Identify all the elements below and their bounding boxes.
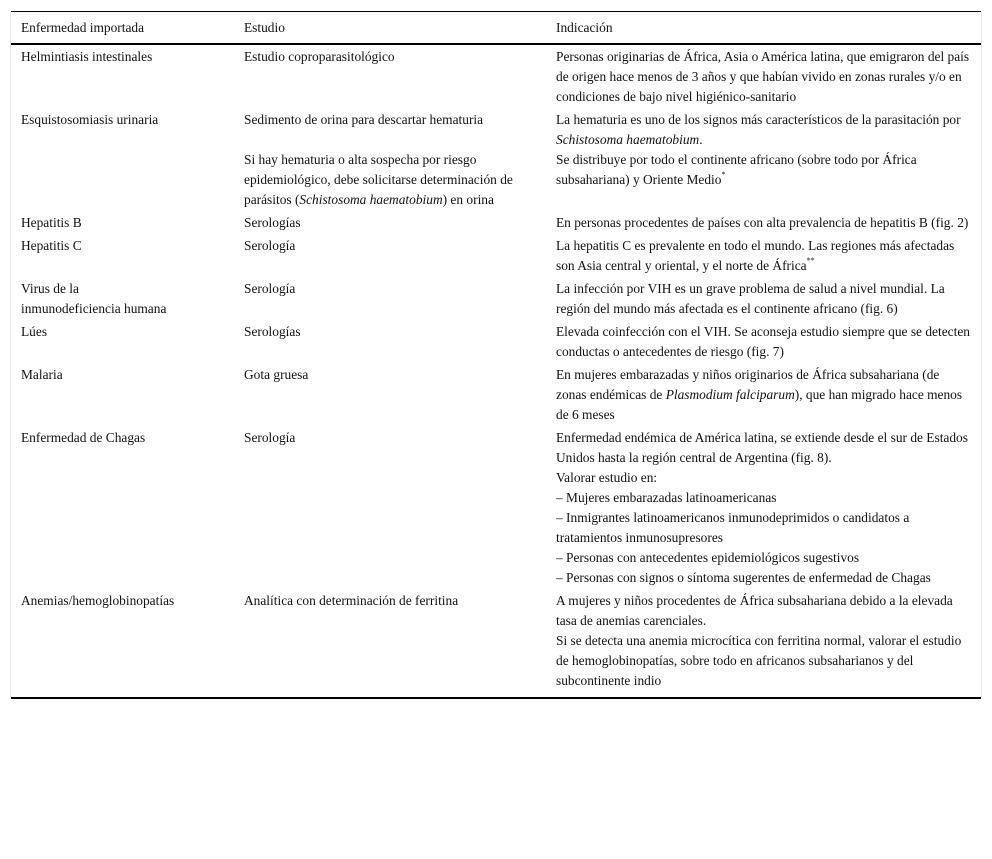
study-paragraph: Sedimento de orina para descartar hematuria	[244, 112, 484, 127]
cell-study	[234, 109, 546, 212]
imported-diseases-table-frame	[10, 11, 982, 699]
table-row	[11, 427, 981, 590]
cell-disease: Hepatitis C	[21, 238, 82, 253]
indication-paragraph: Valorar estudio en:	[556, 470, 658, 485]
indication-paragraph	[556, 110, 971, 150]
indication-paragraph: Si se detecta una anemia microcítica con ferritina normal, valorar el estudio de hemoglobinopatías, sobre todo en africanos subsaharianos y del subcontinente indio	[556, 633, 962, 688]
table-row	[11, 364, 981, 427]
cell-study: Estudio coproparasitológico	[244, 49, 395, 64]
indication-text: En mujeres embarazadas y niños originarios de África subsahariana (de zonas endémicas de	[556, 367, 940, 402]
cell-disease: Anemias/hemoglobinopatías	[21, 593, 175, 608]
cell-disease: Malaria	[21, 367, 63, 382]
cell-study: Serología	[244, 281, 296, 296]
cell-disease: Virus de la inmunodeficiencia humana	[21, 281, 167, 316]
cell-study: Serologías	[244, 324, 301, 339]
indication-paragraph	[556, 150, 971, 190]
indication-list-item: – Mujeres embarazadas latinoamericanas	[556, 490, 777, 505]
study-paragraph	[244, 150, 536, 210]
cell-study: Gota gruesa	[244, 367, 309, 382]
cell-indication	[546, 364, 981, 427]
study-text: ) en orina	[442, 192, 494, 207]
cell-disease: Esquistosomiasis urinaria	[21, 112, 159, 127]
imported-diseases-table	[11, 11, 981, 699]
indication-list-item: – Personas con signos o síntoma sugerentes de enfermedad de Chagas	[556, 570, 931, 585]
indication-text: Se distribuye por todo el continente africano (sobre todo por África subsahariana) y Oriente Medio	[556, 152, 917, 187]
indication-text: ), que han migrado hace menos de 6 meses	[556, 387, 963, 422]
indication-list-item: – Personas con antecedentes epidemiológicos sugestivos	[556, 550, 860, 565]
footnote-marker[interactable]: **	[806, 255, 815, 265]
cell-study: Serología	[244, 430, 296, 445]
table-body	[11, 44, 981, 698]
cell-disease: Lúes	[21, 324, 48, 339]
cell-indication: Personas originarias de África, Asia o América latina, que emigraron del país de origen hace menos de 3 años y que habían vivido en zonas rurales y/o en condiciones de bajo nivel higiénico-sanitario	[556, 49, 970, 104]
cell-indication: En personas procedentes de países con alta prevalencia de hepatitis B (fig. 2)	[556, 215, 969, 230]
cell-disease: Helmintiasis intestinales	[21, 49, 153, 64]
table-row	[11, 235, 981, 278]
paragraph-spacer	[244, 130, 536, 150]
cell-study: Analítica con determinación de ferritina	[244, 593, 459, 608]
header-row	[11, 12, 981, 45]
indication-text: .	[699, 132, 703, 147]
table-row	[11, 278, 981, 321]
table-row	[11, 109, 981, 212]
cell-indication: La infección por VIH es un grave problema de salud a nivel mundial. La región del mundo más afectada es el continente africano (fig. 6)	[556, 281, 945, 316]
table-row	[11, 321, 981, 364]
cell-study: Serologías	[244, 215, 301, 230]
cell-indication	[546, 109, 981, 212]
table-header	[11, 12, 981, 45]
cell-disease: Enfermedad de Chagas	[21, 430, 146, 445]
cell-indication	[546, 427, 981, 590]
cell-indication: Elevada coinfección con el VIH. Se aconseja estudio siempre que se detecten conductas o antecedentes de riesgo (fig. 7)	[556, 324, 970, 359]
table-row	[11, 44, 981, 109]
study-text: Si hay hematuria o alta sospecha por riesgo epidemiológico, debe solicitarse determinación de parásitos (	[244, 152, 513, 207]
indication-paragraph: A mujeres y niños procedentes de África subsahariana debido a la elevada tasa de anemias carenciales.	[556, 593, 953, 628]
species-name: Schistosoma haematobium	[556, 132, 700, 147]
footnote-marker[interactable]: *	[721, 169, 726, 179]
header-disease: Enfermedad importada	[21, 20, 145, 35]
table-row	[11, 590, 981, 698]
cell-disease: Hepatitis B	[21, 215, 82, 230]
header-study: Estudio	[244, 20, 285, 35]
indication-text: La hepatitis C es prevalente en todo el mundo. Las regiones más afectadas son Asia central y oriental, y el norte de África	[556, 238, 955, 273]
species-name: Plasmodium falciparum	[665, 387, 795, 402]
cell-indication	[546, 235, 981, 278]
indication-text: La hematuria es uno de los signos más característicos de la parasitación por	[556, 112, 961, 127]
header-indication: Indicación	[556, 20, 613, 35]
table-row	[11, 212, 981, 235]
cell-study: Serología	[244, 238, 296, 253]
cell-indication	[546, 590, 981, 698]
indication-paragraph: Enfermedad endémica de América latina, se extiende desde el sur de Estados Unidos hasta la región central de Argentina (fig. 8).	[556, 430, 968, 465]
species-name: Schistosoma haematobium	[299, 192, 443, 207]
indication-list-item: – Inmigrantes latinoamericanos inmunodeprimidos o candidatos a tratamientos inmunosupresores	[556, 510, 910, 545]
